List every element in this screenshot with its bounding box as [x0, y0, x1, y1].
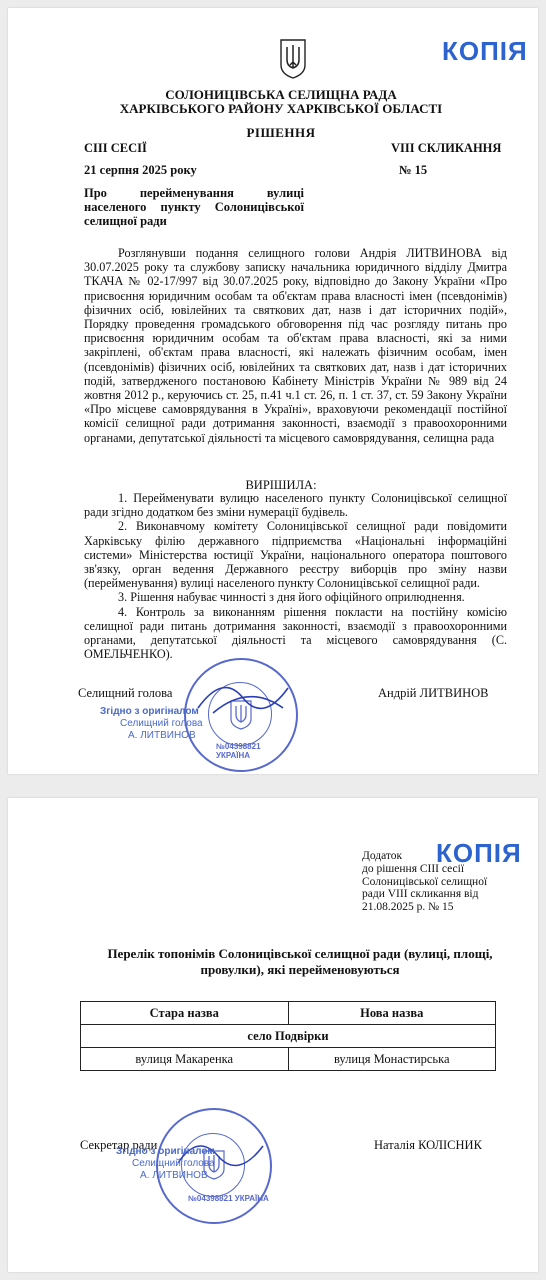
decision-items	[84, 491, 507, 661]
convocation-label: VIII СКЛИКАННЯ	[391, 141, 502, 155]
new-street-name: вулиця Монастирська	[288, 1048, 496, 1071]
list-title: Перелік топонімів Солоницівської селищної ради (вулиці, площі, провулки), які перейменовуються	[107, 946, 493, 977]
session-label: CIII СЕСІЇ	[84, 141, 147, 155]
table-row	[81, 1048, 496, 1071]
decision-item: 4. Контроль за виконанням рішення покласти на постійну комісію селищної ради питань дотримання законності, взаємодії з правоохоронними органами, депутатської діяльності та місцевого самоврядування (С. ОМЕЛЬЧЕНКО).	[84, 604, 507, 662]
toponym-table	[80, 1001, 496, 1071]
seal-text: №04398821 УКРАЇНА	[216, 742, 261, 760]
table-header-row	[81, 1002, 496, 1025]
preamble-text: Розглянувши подання селищного голови Андрія ЛИТВИНОВА від 30.07.2025 року та службову записку начальника юридичного відділу Дмитра ТКАЧА № 02-17/997 від 30.07.2025 року, відповідно до Закону України «Про присвоєння юридичним особам та об'єктам права власності імен (псевдонімів) фізичних осіб, ювілейних та святкових дат, назв і дат історичних подій», Порядку проведення громадського обговорення під час розгляду питань про присвоєння юридичним особам та об'єктам права власності, які за ними закріплені, об'єктам права власності, які належать фізичним особам, імен (псевдонімів) фізичних осіб, ювілейних та святкових дат, назв і дат історичних подій, затвердженого постановою Кабінету Міністрів України № 989 від 24 жовтня 2012 р., керуючись ст. 25, п.41 ч.1 ст. 26, п. 1 ст. 37, ст. 59 Закону України «Про місцеве самоврядування в Україні», враховуючи рекомендації постійної комісії селищної ради дотримання законності, взаємодії з правоохоронними органами, депутатської діяльності та місцевого самоврядування, селищна рада	[84, 246, 507, 445]
document-page-2	[8, 798, 538, 1272]
decision-number: № 15	[399, 163, 428, 177]
copy-stamp: КОПІЯ	[436, 838, 522, 868]
trident-coat-of-arms-icon	[278, 38, 308, 80]
decision-subject: Про перейменування вулиці населеного пункту Солоницівської селищної ради	[84, 186, 304, 228]
doc-type-heading: РІШЕННЯ	[246, 125, 316, 140]
secretary-name: Наталія КОЛІСНИК	[374, 1138, 482, 1152]
secretary-title: Секретар ради	[80, 1138, 158, 1152]
decision-date: 21 серпня 2025 року	[84, 163, 197, 177]
annex-note: Додаток до рішення CIII сесії Солоницівської селищної ради VIII скликання від 21.08.2025 р. № 15	[362, 850, 488, 914]
copy-note: Згідно з оригіналом Селищний голова А. ЛИТВИНОВ	[100, 706, 203, 741]
group-village-name: село Подвірки	[81, 1025, 496, 1048]
council-name-line-2: ХАРКІВСЬКОГО РАЙОНУ ХАРКІВСЬКОЇ ОБЛАСТІ	[119, 101, 443, 116]
header-new-name: Нова назва	[288, 1002, 496, 1025]
decision-item: 1. Перейменувати вулицю населеного пункту Солоницівської селищної ради згідно додатком без зміни нумерації будівель.	[84, 491, 507, 520]
old-street-name: вулиця Макаренка	[81, 1048, 289, 1071]
copy-note: Згідно з оригіналом Селищний голова А. ЛИТВИНОВ	[116, 1146, 215, 1181]
copy-stamp: КОПІЯ	[442, 36, 528, 66]
seal-text: №04398821 УКРАЇНА	[188, 1194, 269, 1203]
decided-heading: ВИРІШИЛА:	[245, 478, 317, 492]
header-old-name: Стара назва	[81, 1002, 289, 1025]
decision-item: 3. Рішення набуває чинності з дня його офіційного оприлюднення.	[118, 590, 465, 605]
signature-mark	[193, 668, 303, 728]
decision-item: 2. Виконавчому комітету Солоницівської селищної ради повідомити Харківську філію державного підприємства «Національні інформаційні системи» Міністерства юстиції України, національного оператора поштового зв'язку, орган ведення Державного реєстру виборців про зміну назви (перейменування) вулиці населеного пункту Солоницівської селищної ради.	[84, 519, 507, 591]
table-row	[81, 1025, 496, 1048]
document-page-1	[8, 8, 538, 774]
council-name-line-1: СОЛОНИЦІВСЬКА СЕЛИЩНА РАДА	[165, 87, 397, 102]
signer-title: Селищний голова	[78, 686, 173, 700]
signer-name: Андрій ЛИТВИНОВ	[378, 686, 489, 700]
